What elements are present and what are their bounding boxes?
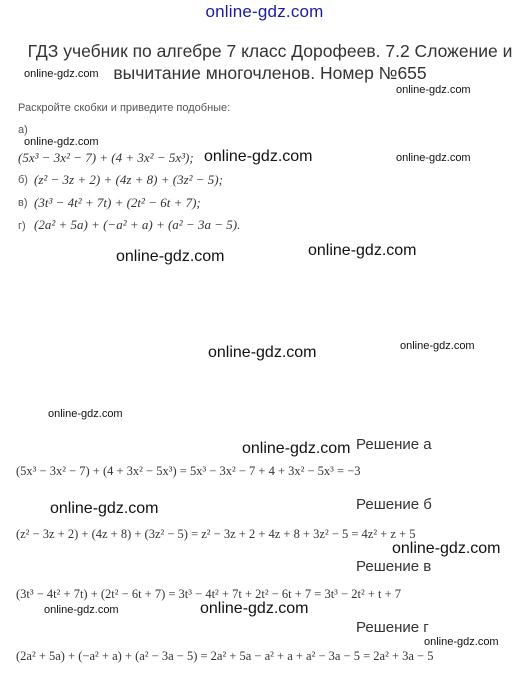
task-v-expression: (3t³ − 4t² + 7t) + (2t² − 6t + 7); — [34, 195, 201, 210]
watermark: online-gdz.com — [48, 408, 123, 420]
solution-g-equation: (2a² + 5a) + (−a² + a) + (a² − 3a − 5) = 2a² + 5a − a² + a + a² − 3a − 5 = 2a² + 3a − 5 — [16, 649, 434, 663]
watermark: online-gdz.com — [424, 636, 499, 648]
watermark: online-gdz.com — [44, 604, 119, 616]
watermark: online-gdz.com — [308, 242, 417, 259]
task-b-label: б) — [18, 174, 28, 186]
task-g-expression: (2a² + 5a) + (−a² + a) + (a² − 3a − 5). — [34, 217, 241, 232]
watermark-top: online-gdz.com — [205, 2, 324, 21]
watermark: online-gdz.com — [200, 600, 309, 617]
solution-v-title: Решение в — [356, 558, 432, 575]
task-v-label: в) — [18, 197, 28, 209]
task-a-label: а) — [18, 124, 28, 136]
page-title: ГДЗ учебник по алгебре 7 класс Дорофеев. 7.2 Сложение и вычитание многочленов. Номер №655 — [27, 41, 513, 83]
watermark: online-gdz.com — [24, 136, 99, 148]
watermark: online-gdz.com — [116, 248, 225, 265]
task-a-expression: (5x³ − 3x² − 7) + (4 + 3x² − 5x³); — [18, 150, 194, 165]
watermark: online-gdz.com — [242, 440, 351, 457]
solution-b-equation: (z² − 3z + 2) + (4z + 8) + (3z² − 5) = z² − 3z + 2 + 4z + 8 + 3z² − 5 = 4z² + z + 5 — [16, 527, 416, 541]
watermark: online-gdz.com — [204, 148, 313, 165]
solution-a-title: Решение а — [356, 436, 432, 453]
watermark: online-gdz.com — [50, 500, 159, 517]
task-instruction: Раскройте скобки и приведите подобные: — [18, 102, 231, 114]
watermark: online-gdz.com — [396, 84, 471, 96]
task-g-label: г) — [18, 220, 26, 232]
solution-v-equation: (3t³ − 4t² + 7t) + (2t² − 6t + 7) = 3t³ − 4t² + 7t + 2t² − 6t + 7 = 3t³ − 2t² + t + 7 — [16, 587, 402, 601]
watermark: online-gdz.com — [208, 344, 317, 361]
watermark: online-gdz.com — [24, 68, 99, 80]
task-b-expression: (z² − 3z + 2) + (4z + 8) + (3z² − 5); — [34, 172, 223, 187]
solution-b-title: Решение б — [356, 496, 432, 513]
watermark: online-gdz.com — [392, 540, 501, 557]
watermark: online-gdz.com — [396, 152, 471, 164]
solution-g-title: Решение г — [356, 619, 429, 636]
solution-a-equation: (5x³ − 3x² − 7) + (4 + 3x² − 5x³) = 5x³ − 3x² − 7 + 4 + 3x² − 5x³ = −3 — [16, 464, 361, 478]
watermark: online-gdz.com — [400, 340, 475, 352]
